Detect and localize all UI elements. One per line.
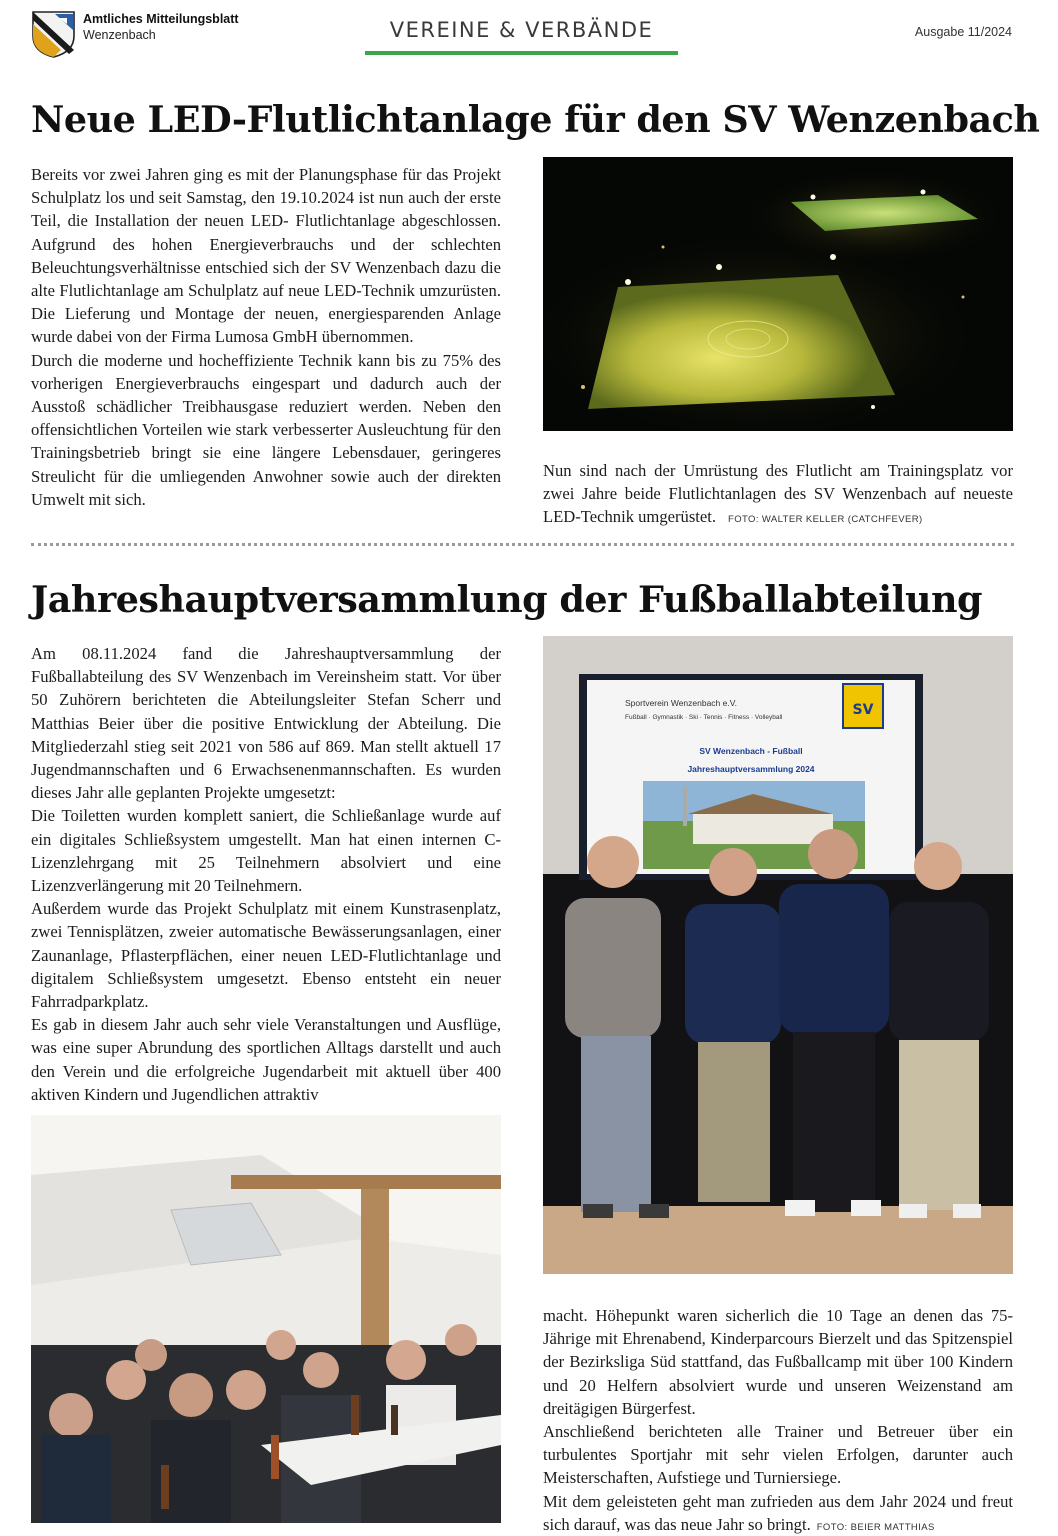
section-underline	[365, 51, 678, 55]
publication-town: Wenzenbach	[83, 28, 156, 42]
issue-number: Ausgabe 11/2024	[914, 25, 1012, 39]
article1-headline: Neue LED-Flutlichtanlage für den SV Wenzenbach	[31, 98, 1040, 141]
wenzenbach-crest-logo	[31, 10, 76, 58]
article1-photo-text	[543, 459, 1013, 532]
slide-sports: Fußball · Gymnastik · Ski · Tennis · Fitness · Volleyball	[625, 714, 783, 721]
svg-text:SV: SV	[852, 702, 874, 718]
board-members-photo	[543, 636, 1013, 1274]
photo-credit-beier: FOTO: BEIER MATTHIAS	[816, 1521, 935, 1533]
slide-title: SV Wenzenbach - Fußball	[699, 746, 803, 756]
article2-continued	[543, 1304, 1013, 1536]
photo-credit-keller: FOTO: WALTER KELLER (CATCHFEVER)	[728, 514, 923, 526]
article1-paragraph: Durch die moderne und hocheffiziente Technik kann bis zu 75% des vorherigen Energieverbrauchs eingespart und dadurch auch der Ausstoß schädlicher Treibhausgase reduziert werden. Neben den offensichtlichen Vorteilen wie stark verbesserter Ausleuchtung für den Trainingsbetrieb bringt sie eine längere Lebensdauer, geringeres Streulicht für die umliegenden Anwohner sowie auch der direkten Umwelt mit sich.	[31, 350, 501, 509]
publication-title: Amtliches Mitteilungsblatt	[83, 12, 239, 26]
article2-body	[31, 642, 501, 1106]
article2-paragraph: Am 08.11.2024 fand die Jahreshauptversammlung der Fußballabteilung des SV Wenzenbach im Vereinsheim statt. Vor über 50 Zuhörern berichteten die Abteilungsleiter Stefan Scherr und Matthias Beier über die positive Entwicklung der Abteilung. Die Mitgliederzahl stieg seit 2021 von 586 auf 869. Man stellt aktuell 17 Jugendmannschaften und 6 Erwachsenenmannschaften. Es wurden dieses Jahr alle geplanten Projekte umgesetzt:	[31, 644, 501, 803]
assembly-audience-photo	[31, 1115, 501, 1523]
section-title: VEREINE & VERBÄNDE	[389, 18, 654, 42]
article1-closing-text: Nun sind nach der Umrüstung des Flutlicht am Trainingsplatz vor zwei Jahre beide Flutlichtanlagen des SV Wenzenbach auf neueste LED-Technik umgerüstet.	[543, 461, 1013, 527]
slide-subtitle: Jahreshauptversammlung 2024	[687, 764, 815, 774]
article2-headline: Jahreshauptversammlung der Fußballabteilung	[31, 578, 983, 621]
article2-paragraph: Anschließend berichteten alle Trainer und Betreuer über ein turbulentes Sportjahr mit sehr vielen Erfolgen, darunter auch Meisterschaften, Aufstiege und Turniersiege.	[543, 1422, 1013, 1488]
article2-paragraph: Außerdem wurde das Projekt Schulplatz mit einem Kunstrasenplatz, zwei Tennisplätzen, zweier automatische Bewässerungsanlagen, einer Zaunanlage, Pflasterpflächen, einer neuen LED-Flutlichtanlage und digitalem Schließsystem umgesetzt. Ebenso entsteht ein neuer Fahrradparkplatz.	[31, 899, 501, 1012]
article1-body	[31, 163, 501, 511]
article-divider	[31, 543, 1014, 546]
article1-paragraph: Bereits vor zwei Jahren ging es mit der Planungsphase für das Projekt Schulplatz los und seit Samstag, den 19.10.2024 ist nun auch der erste Teil, die Installation der neuen LED- Flutlichtanlage abgeschlossen. Aufgrund des hohen Energieverbrauchs und der schlechten Beleuchtungsverhältnisse entschied sich der SV Wenzenbach dazu die alte Flutlichtanlage am Schulplatz auf neue LED-Technik umzurüsten. Die Lieferung und Montage der neuen, energiesparenden Anlage wurde dabei von der Firma Lumosa GmbH übernommen.	[31, 165, 501, 347]
floodlight-aerial-photo	[543, 157, 1013, 431]
article2-closing: Mit dem geleisteten geht man zufrieden aus dem Jahr 2024 und freut sich darauf, was das neue Jahr so bringt.	[543, 1491, 1013, 1534]
article2-paragraph: macht. Höhepunkt waren sicherlich die 10 Tage an denen das 75-Jährige mit Ehrenabend, Kinderparcours Bierzelt und das Spitzenspiel der Bezirksliga Süd stattfand, das Fußballcamp mit über 100 Kindern und 20 Helfern absolviert wurde und unseren Weizenstand am dreitägigen Bürgerfest.	[543, 1306, 1013, 1418]
article2-paragraph: Es gab in diesem Jahr auch sehr viele Veranstaltungen und Ausflüge, was eine super Abrundung des sportlichen Alltags darstellt und auch den Verein und die erfolgreiche Jugendarbeit mit aktuell über 400 aktiven Kindern und Jugendlichen attraktiv	[31, 1015, 501, 1104]
article2-paragraph: Die Toiletten wurden komplett saniert, die Schließanlage wurde auf ein digitales Schließsystem umgestellt. Man hat einen internen C-Lizenzlehrgang mit 25 Teilnehmern absolviert und eine Lizenzverlängerung mit 20 Teilnehmern.	[31, 806, 501, 896]
slide-club-name: Sportverein Wenzenbach e.V.	[625, 698, 737, 708]
masthead	[0, 0, 1058, 60]
